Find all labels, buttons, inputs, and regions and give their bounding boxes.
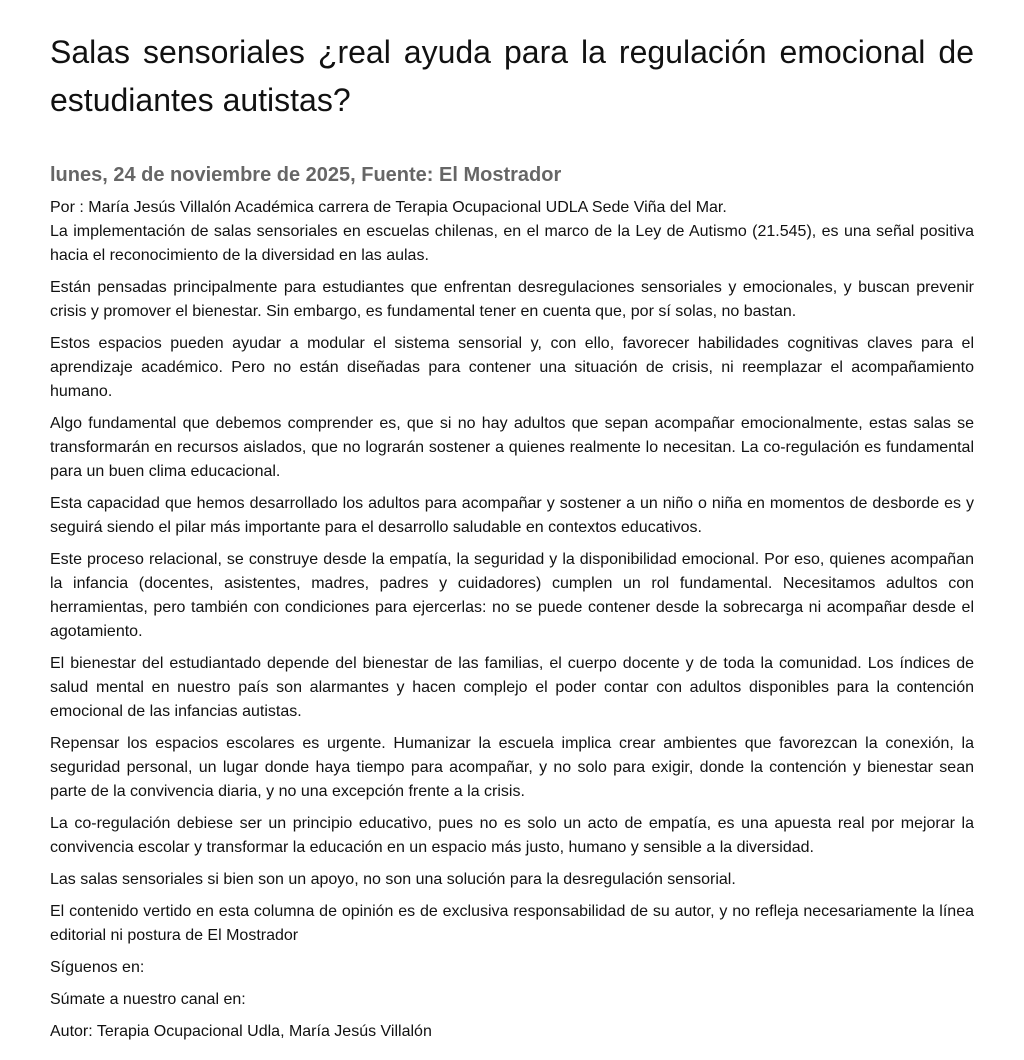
author-credit: Autor: Terapia Ocupacional Udla, María Jesús Villalón	[50, 1023, 432, 1040]
article-title: Salas sensoriales ¿real ayuda para la regulación emocional de estudiantes autistas?	[50, 34, 974, 118]
article-byline: Por : María Jesús Villalón Académica carrera de Terapia Ocupacional UDLA Sede Viña del Mar.	[50, 199, 727, 216]
follow-us-label: Síguenos en:	[50, 959, 145, 976]
article-paragraph: Algo fundamental que debemos comprender es, que si no hay adultos que sepan acompañar emocionalmente, estas salas se transformarán en recursos aislados, que no lograrán sostener a quienes realmente lo necesitan. La co-regulación es fundamental para un buen clima educacional.	[50, 415, 974, 480]
article-paragraph: Este proceso relacional, se construye desde la empatía, la seguridad y la disponibilidad emocional. Por eso, quienes acompañan la infancia (docentes, asistentes, madres, padres y cuidadores) cumplen un rol fundamental. Necesitamos adultos con herramientas, pero también con condiciones para ejercerlas: no se puede contener desde la sobrecarga ni acompañar desde el agotamiento.	[50, 551, 974, 640]
article-date-source: lunes, 24 de noviembre de 2025, Fuente: El Mostrador	[50, 164, 562, 186]
article-paragraph: Están pensadas principalmente para estudiantes que enfrentan desregulaciones sensoriales y emocionales, y buscan prevenir crisis y promover el bienestar. Sin embargo, es fundamental tener en cuenta que, por sí solas, no bastan.	[50, 279, 974, 320]
article-paragraph: La co-regulación debiese ser un principio educativo, pues no es solo un acto de empatía, es una apuesta real por mejorar la convivencia escolar y transformar la educación en un espacio más justo, humano y sensible a la diversidad.	[50, 815, 974, 856]
article-paragraph: Las salas sensoriales si bien son un apoyo, no son una solución para la desregulación sensorial.	[50, 871, 736, 888]
article-paragraph: La implementación de salas sensoriales en escuelas chilenas, en el marco de la Ley de Autismo (21.545), es una señal positiva hacia el reconocimiento de la diversidad en las aulas.	[50, 223, 974, 264]
article-paragraph: Repensar los espacios escolares es urgente. Humanizar la escuela implica crear ambientes que favorezcan la conexión, la seguridad personal, un lugar donde haya tiempo para acompañar, y no solo para exigir, donde la contención y bienestar sean parte de la convivencia diaria, y no una excepción frente a la crisis.	[50, 735, 974, 800]
article-paragraph: Estos espacios pueden ayudar a modular el sistema sensorial y, con ello, favorecer habilidades cognitivas claves para el aprendizaje académico. Pero no están diseñadas para contener una situación de crisis, ni reemplazar el acompañamiento humano.	[50, 335, 974, 400]
join-channel-label: Súmate a nuestro canal en:	[50, 991, 246, 1008]
article-paragraph: Esta capacidad que hemos desarrollado los adultos para acompañar y sostener a un niño o niña en momentos de desborde es y seguirá siendo el pilar más importante para el desarrollo saludable en contextos educativos.	[50, 495, 974, 536]
opinion-disclaimer: El contenido vertido en esta columna de opinión es de exclusiva responsabilidad de su autor, y no refleja necesariamente la línea editorial ni postura de El Mostrador	[50, 903, 974, 944]
article-paragraph: El bienestar del estudiantado depende del bienestar de las familias, el cuerpo docente y de toda la comunidad. Los índices de salud mental en nuestro país son alarmantes y hacen complejo el poder contar con adultos disponibles para la contención emocional de las infancias autistas.	[50, 655, 974, 720]
